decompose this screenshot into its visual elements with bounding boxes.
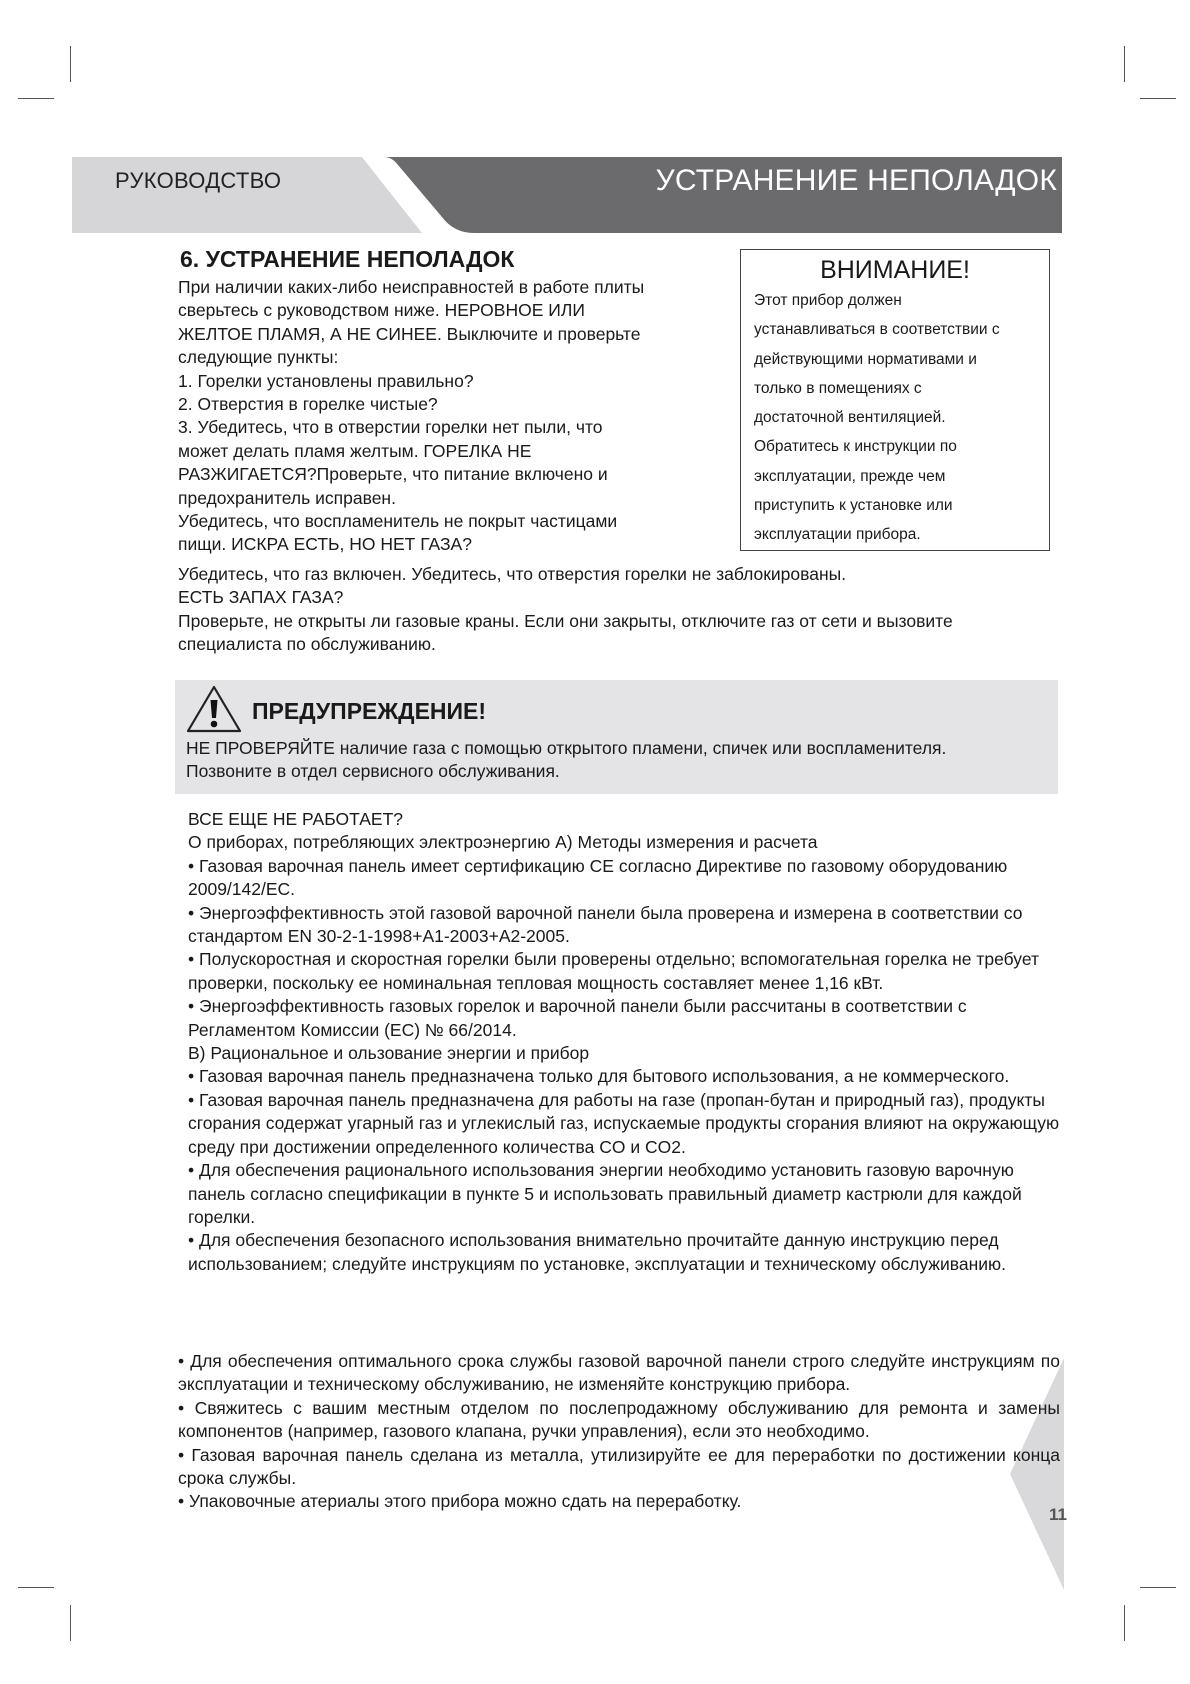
- warning-line: НЕ ПРОВЕРЯЙТЕ наличие газа с помощью открытого пламени, спичек или воспламенителя.: [186, 738, 947, 758]
- full-line: Проверьте, не открыты ли газовые краны. Если они закрыты, отключите газ от сети и вызовите: [178, 610, 953, 631]
- bottom-paragraph: • Свяжитесь с вашим местным отделом по послепродажному обслуживанию для ремонта и замены компонентов (например, газового клапана, ручки управления), если это необходимо.: [178, 1397, 1060, 1442]
- header-left-label: РУКОВОДСТВО: [115, 168, 282, 193]
- warning-box: [175, 680, 1058, 794]
- still-not-working-section: [188, 808, 1068, 1276]
- still-paragraph: • Энергоэффективность этой газовой варочной панели была проверена и измерена в соответствии со стандартом EN 30-2-1-1998+A1-2003+A2-2005.: [188, 902, 1023, 947]
- still-paragraph: • Полускоростная и скоростная горелки были проверены отдельно; вспомогательная горелка не требует проверки, поскольку ее номинальная тепловая мощность составляет менее 1,16 кВт.: [188, 949, 1039, 993]
- notice-line: достаточной вентиляцией.: [754, 409, 946, 427]
- crop-mark: [18, 1587, 54, 1588]
- full-width-text: [178, 563, 1058, 657]
- still-title: ВСЕ ЕЩЕ НЕ РАБОТАЕТ?: [188, 809, 403, 829]
- notice-line: устанавливаться в соответствии с: [754, 321, 1000, 339]
- warning-body: [186, 737, 1046, 784]
- intro-text: [178, 276, 718, 557]
- still-paragraph: • Энергоэффективность газовых горелок и варочной панели были рассчитаны в соответствии с Регламентом Комиссии (ЕС) № 66/2014.: [188, 996, 967, 1040]
- full-line: ЕСТЬ ЗАПАХ ГАЗА?: [178, 587, 344, 608]
- notice-line: действующими нормативами и: [754, 350, 977, 368]
- intro-line: 2. Отверстия в горелке чистые?: [178, 394, 438, 415]
- notice-box: [740, 249, 1050, 551]
- crop-mark: [70, 1605, 71, 1641]
- still-paragraph: B) Рациональное и ользование энергии и прибор: [188, 1043, 590, 1064]
- intro-line: может делать пламя желтым. ГОРЕЛКА НЕ: [178, 440, 532, 461]
- still-paragraph: О приборах, потребляющих электроэнергию А) Методы измерения и расчета: [188, 832, 818, 853]
- crop-mark: [1140, 98, 1176, 99]
- still-paragraph: • Газовая варочная панель предназначена только для бытового использования, а не коммерческого.: [188, 1066, 1010, 1087]
- header-right-label: УСТРАНЕНИЕ НЕПОЛАДОК: [655, 164, 1057, 197]
- crop-mark: [70, 46, 71, 82]
- notice-line: эксплуатации прибора.: [754, 526, 921, 544]
- crop-mark: [1124, 46, 1125, 82]
- bottom-paragraph: • Газовая варочная панель сделана из металла, утилизируйте ее для переработки по достижении конца срока службы.: [178, 1444, 1060, 1489]
- intro-line: ЖЕЛТОЕ ПЛАМЯ, А НЕ СИНЕЕ. Выключите и проверьте: [178, 323, 641, 344]
- intro-line: пищи. ИСКРА ЕСТЬ, НО НЕТ ГАЗА?: [178, 534, 472, 555]
- intro-line: Убедитесь, что воспламенитель не покрыт частицами: [178, 511, 618, 532]
- intro-line: 1. Горелки установлены правильно?: [178, 370, 474, 391]
- intro-line: следующие пункты:: [178, 347, 339, 368]
- bottom-section: [178, 1350, 1060, 1514]
- notice-title: ВНИМАНИЕ!: [820, 256, 970, 284]
- crop-mark: [1140, 1587, 1176, 1588]
- still-paragraph: • Газовая варочная панель имеет сертификацию CE согласно Директиве по газовому оборудованию 2009/142/EC.: [188, 855, 1008, 900]
- notice-line: Обратитесь к инструкции по: [754, 438, 957, 456]
- intro-line: предохранитель исправен.: [178, 487, 396, 508]
- full-line: специалиста по обслуживанию.: [178, 634, 436, 655]
- full-line: Убедитесь, что газ включен. Убедитесь, что отверстия горелки не заблокированы.: [178, 564, 847, 584]
- notice-line: эксплуатации, прежде чем: [754, 467, 946, 485]
- section-title: 6. УСТРАНЕНИЕ НЕПОЛАДОК: [180, 246, 515, 272]
- intro-line: При наличии каких-либо неисправностей в работе плиты: [178, 277, 645, 297]
- bottom-paragraph: • Упаковочные атериалы этого прибора можно сдать на переработку.: [178, 1491, 742, 1512]
- notice-body: [754, 286, 1049, 550]
- warning-title: ПРЕДУПРЕЖДЕНИЕ!: [252, 698, 487, 724]
- warning-line: Позвоните в отдел сервисного обслуживания.: [186, 761, 560, 782]
- notice-line: только в помещениях с: [754, 379, 922, 397]
- notice-line: Этот прибор должен: [754, 292, 902, 309]
- intro-line: сверьтесь с руководством ниже. НЕРОВНОЕ ИЛИ: [178, 300, 585, 321]
- intro-line: РАЗЖИГАЕТСЯ?Проверьте, что питание включено и: [178, 464, 608, 485]
- crop-mark: [1124, 1605, 1125, 1641]
- intro-line: 3. Убедитесь, что в отверстии горелки нет пыли, что: [178, 417, 603, 438]
- warning-triangle-icon: [185, 684, 243, 734]
- still-paragraph: • Для обеспечения безопасного использования внимательно прочитайте данную инструкцию перед использованием; следуйте инструкциям по установке, эксплуатации и техническому обслуживанию.: [188, 1230, 1007, 1274]
- still-paragraph: • Газовая варочная панель предназначена для работы на газе (пропан-бутан и природный газ), продукты сгорания содержат угарный газ и углекислый газ, испускаемые продукты сгорания влияют на окружающую среду при достижении определенного количества CO и CO2.: [188, 1089, 1060, 1157]
- bottom-paragraph: • Для обеспечения оптимального срока службы газовой варочной панели строго следуйте инструкциям по эксплуатации и техническому обслуживанию, не изменяйте конструкцию прибора.: [178, 1351, 1060, 1395]
- page-number: 11: [1049, 1505, 1067, 1524]
- still-paragraph: • Для обеспечения рационального использования энергии необходимо установить газовую варочную панель согласно спецификации в пункте 5 и использовать правильный диаметр кастрюли для каждой горелки.: [188, 1160, 1022, 1227]
- notice-line: приступить к установке или: [754, 497, 953, 515]
- crop-mark: [18, 98, 54, 99]
